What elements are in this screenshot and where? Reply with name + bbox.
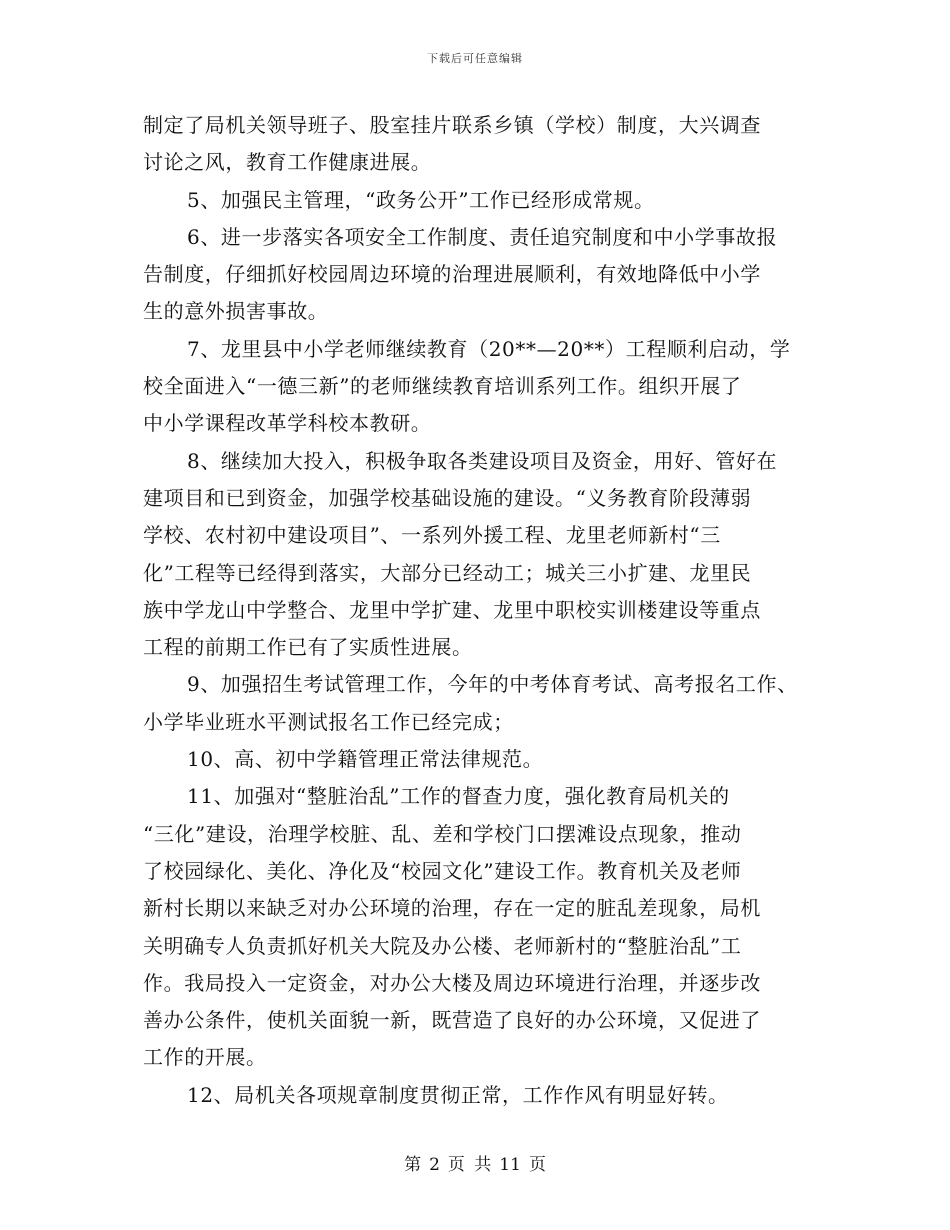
text-line: 10、高、初中学籍管理正常法律规范。	[187, 747, 544, 772]
text-line: 生的意外损害事故。	[143, 299, 329, 324]
text-line: 8、继续加大投入，积极争取各类建设项目及资金，用好、管好在	[187, 448, 778, 473]
text-line: 了校园绿化、美化、净化及“校园文化”建设工作。教育机关及老师	[143, 858, 742, 883]
text-line: “三化”建设，治理学校脏、乱、差和学校门口摆滩设点现象，推动	[143, 821, 742, 846]
text-line: 6、进一步落实各项安全工作制度、责任追究制度和中小学事故报	[187, 224, 778, 249]
page-header: 下载后可任意编辑	[427, 52, 523, 65]
text-line: 制定了局机关领导班子、股室挂片联系乡镇（学校）制度，大兴调查	[143, 113, 761, 137]
text-line: 工作的开展。	[143, 1045, 267, 1070]
total-page-count: 11	[499, 1155, 521, 1175]
text-line: 建项目和已到资金，加强学校基础设施的建设。“义务教育阶段薄弱	[143, 485, 752, 510]
text-line: 9、加强招生考试管理工作，今年的中考体育考试、高考报名工作、	[187, 672, 798, 697]
current-page-number: 2	[429, 1155, 440, 1175]
text-line: 讨论之风，教育工作健康进展。	[143, 150, 432, 175]
footer-prefix: 第	[404, 1155, 422, 1175]
text-line: 化”工程等已经得到落实，大部分已经动工；城关三小扩建、龙里民	[143, 560, 752, 585]
document-body	[143, 107, 823, 1114]
text-line: 7、龙里县中小学老师继续教育（20**—20**）工程顺利启动，学	[187, 336, 791, 361]
page-footer	[0, 1150, 950, 1175]
footer-suffix: 页	[528, 1155, 546, 1175]
text-line: 作。我局投入一定资金，对办公大楼及周边环境进行治理，并逐步改	[143, 970, 761, 995]
footer-middle: 页 共	[447, 1155, 492, 1175]
text-line: 11、加强对“整脏治乱”工作的督查力度，强化教育局机关的	[187, 784, 730, 809]
text-line: 善办公条件，使机关面貌一新，既营造了良好的办公环境，又促进了	[143, 1008, 761, 1033]
text-line: 告制度，仔细抓好校园周边环境的治理进展顺利，有效地降低中小学	[143, 262, 761, 287]
text-line: 中小学课程改革学科校本教研。	[143, 411, 432, 436]
text-line: 小学毕业班水平测试报名工作已经完成；	[143, 709, 514, 734]
text-line: 新村长期以来缺乏对办公环境的治理，存在一定的脏乱差现象，局机	[143, 896, 761, 921]
text-line: 12、局机关各项规章制度贯彻正常，工作作风有明显好转。	[187, 1082, 729, 1107]
text-line: 工程的前期工作已有了实质性进展。	[143, 635, 473, 660]
text-line: 5、加强民主管理，“政务公开”工作已经形成常规。	[187, 187, 655, 212]
text-line: 校全面进入“一德三新”的老师继续教育培训系列工作。组织开展了	[143, 374, 742, 399]
text-line: 关明确专人负责抓好机关大院及办公楼、老师新村的“整脏治乱”工	[143, 933, 742, 958]
text-line: 族中学龙山中学整合、龙里中学扩建、龙里中职校实训楼建设等重点	[143, 597, 761, 622]
text-line: 学校、农村初中建设项目”、一系列外援工程、龙里老师新村“三	[143, 523, 721, 548]
